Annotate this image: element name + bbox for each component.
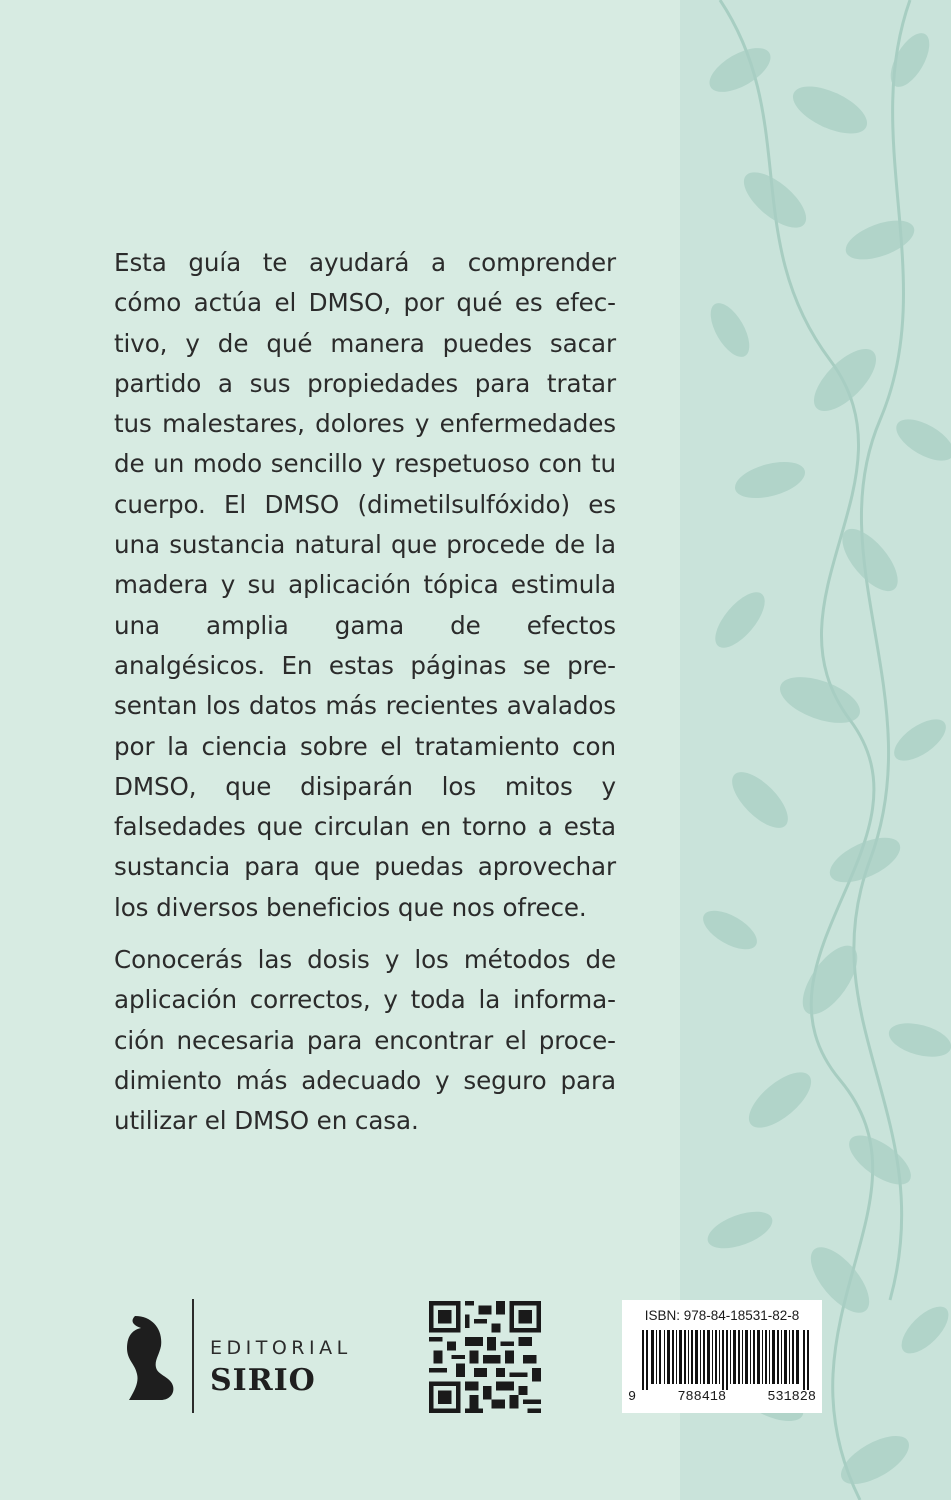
publisher-name: SIRIO — [210, 1363, 316, 1398]
leaf-pattern-panel — [680, 0, 951, 1500]
publisher-divider — [192, 1299, 194, 1413]
publisher-line1: EDITORIAL — [210, 1337, 352, 1359]
isbn-digit-group-2: 531828 — [767, 1390, 816, 1405]
isbn-digit-group-1: 788418 — [677, 1390, 727, 1405]
swan-icon — [121, 1316, 177, 1400]
qr-code-icon[interactable] — [429, 1301, 541, 1413]
isbn-barcode — [622, 1300, 822, 1413]
description-paragraph-2: Conocerás las dosis y los métodos de aplicación correctos, y toda la información necesaria para encontrar el procedimiento más adecuado y seguro para utilizar el DMSO en casa. — [114, 945, 616, 1136]
leaf-pattern-icon — [680, 0, 951, 1500]
isbn-digit-prefix: 9 — [628, 1390, 637, 1405]
description-paragraph-1: Esta guía te ayudará a comprender cómo actúa el DMSO, por qué es efectivo, y de qué manera puedes sacar partido a sus propiedades para tratar tus malestares, dolores y enfermedades de un modo sencillo y respetuoso con tu cuerpo. El DMSO (dimetilsulfóxido) es una sustancia natural que procede de la madera y su aplicación tópica estimula una amplia gama de efectos analgésicos. En estas páginas se presentan los datos más recientes avalados por la ciencia sobre el tratamiento con DMSO, que disiparán los mitos y falsedades que circulan en torno a esta sustancia para que puedas aprovechar los diversos beneficios que nos ofrece. — [114, 248, 616, 922]
back-cover-description — [114, 243, 616, 1142]
isbn-digits — [622, 1390, 822, 1405]
isbn-label: ISBN: 978-84-18531-82-8 — [644, 1308, 800, 1323]
publisher-logo — [121, 1299, 381, 1413]
barcode-icon — [642, 1330, 810, 1390]
